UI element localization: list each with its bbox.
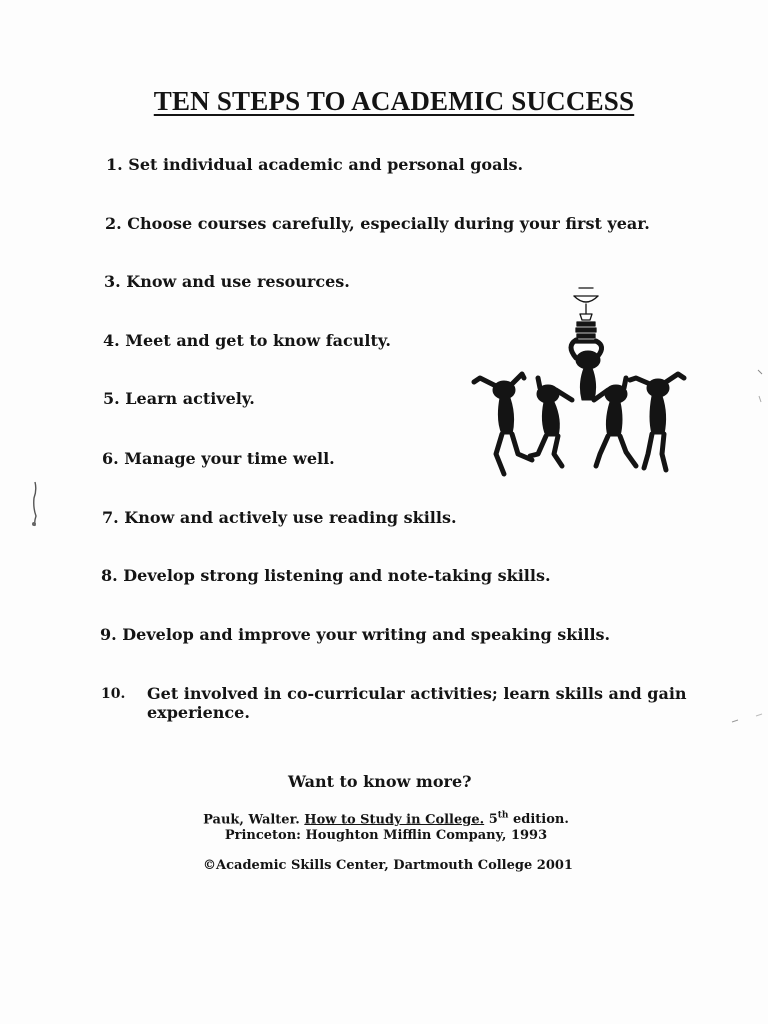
third-figure [594,378,636,466]
right-figure [630,374,684,470]
step-number: 4. [103,331,120,350]
scan-speck [756,368,766,408]
list-item [103,390,255,408]
cheering-figures-with-trophy-icon [466,284,692,480]
list-item [103,332,391,350]
left-figure [474,374,532,474]
list-item [101,567,551,585]
list-item [102,509,457,527]
more-info-heading: Want to know more? [288,772,472,791]
list-item [106,156,523,174]
citation-publisher: Princeton: Houghton Mifflin Company, 1993 [224,828,548,844]
top-figure [571,340,602,400]
citation [0,808,768,844]
step-text: Meet and get to know faculty. [125,331,391,350]
step-text: Get involved in co-curricular activities; learn skills and gain experience. [147,684,687,722]
step-text: Develop and improve your writing and speaking skills. [122,625,611,644]
step-number: 2. [105,214,122,233]
step-number: 7. [102,508,119,527]
citation-edition: 5th edition. [488,811,569,828]
step-text: Know and actively use reading skills. [124,508,457,527]
page-title: TEN STEPS TO ACADEMIC SUCCESS [153,86,635,116]
scan-mark-left [28,480,42,530]
step-text: Learn actively. [125,389,255,408]
citation-book-title: How to Study in College. [304,812,485,828]
second-figure [530,378,572,466]
trophy-icon [574,288,598,343]
list-item [100,626,610,644]
step-text: Know and use resources. [126,272,350,291]
copyright-notice: ©Academic Skills Center, Dartmouth College 2001 [203,858,573,873]
list-item [102,450,335,468]
step-number: 8. [101,566,118,585]
list-item [104,273,350,291]
scan-speck [730,712,766,726]
step-text: Choose courses carefully, especially during your first year. [127,214,650,233]
citation-line [0,808,768,828]
step-number: 3. [104,272,121,291]
step-number: 1. [106,155,123,174]
list-item [105,215,650,233]
step-number: 9. [100,625,117,644]
step-text: Set individual academic and personal goals. [128,155,524,174]
step-text: Manage your time well. [124,449,335,468]
step-number: 5. [103,389,120,408]
step-number: 6. [102,449,119,468]
step-text: Develop strong listening and note-taking skills. [123,566,551,585]
step-number: 10. [101,686,126,702]
citation-author: Pauk, Walter. [203,812,300,828]
